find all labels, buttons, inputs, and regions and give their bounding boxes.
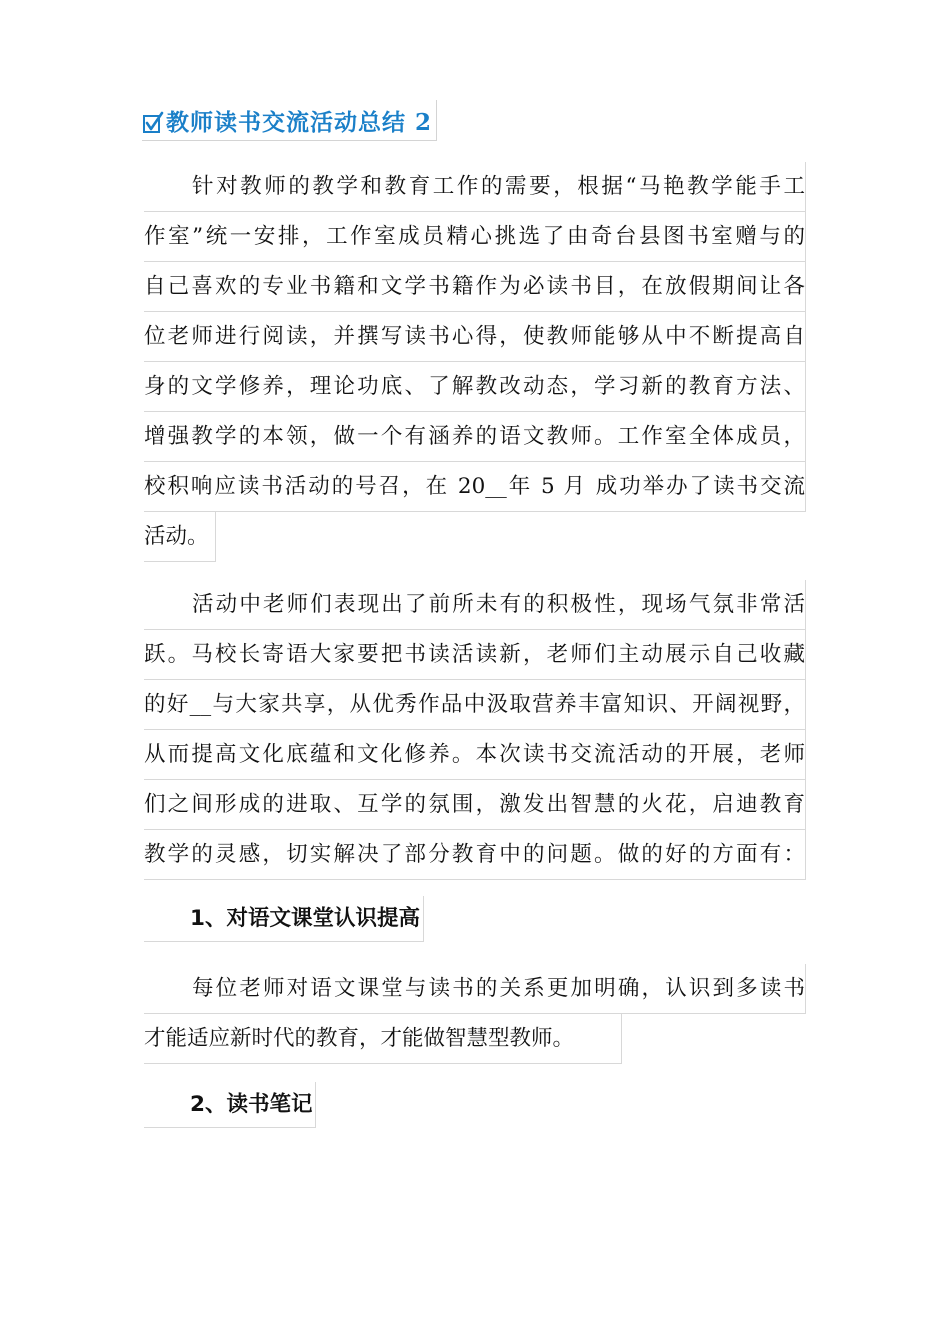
paragraph-line: 校积响应读书活动的号召，在 20__年 5 月 成功举办了读书交流 bbox=[144, 462, 806, 512]
paragraph-intro bbox=[144, 162, 806, 562]
paragraph-line: 才能适应新时代的教育，才能做智慧型教师。 bbox=[144, 1014, 622, 1064]
paragraph-classroom bbox=[144, 964, 806, 1064]
paragraph-line: 位老师进行阅读，并撰写读书心得，使教师能够从中不断提高自 bbox=[144, 312, 806, 362]
paragraph-line: 们之间形成的进取、互学的氛围，激发出智慧的火花，启迪教育 bbox=[144, 780, 806, 830]
paragraph-line: 活动中老师们表现出了前所未有的积极性，现场气氛非常活 bbox=[144, 580, 806, 630]
paragraph-line: 针对教师的教学和教育工作的需要，根据“马艳教学能手工 bbox=[144, 162, 806, 212]
paragraph-line: 的好__与大家共享，从优秀作品中汲取营养丰富知识、开阔视野， bbox=[144, 680, 806, 730]
paragraph-line: 教学的灵感，切实解决了部分教育中的问题。做的好的方面有： bbox=[144, 830, 806, 880]
paragraph-activity bbox=[144, 580, 806, 880]
paragraph-line: 自己喜欢的专业书籍和文学书籍作为必读书目，在放假期间让各 bbox=[144, 262, 806, 312]
paragraph-line: 从而提高文化底蕴和文化修养。本次读书交流活动的开展，老师 bbox=[144, 730, 806, 780]
paragraph-line: 每位老师对语文课堂与读书的关系更加明确，认识到多读书 bbox=[144, 964, 806, 1014]
paragraph-line: 跃。马校长寄语大家要把书读活读新，老师们主动展示自己收藏 bbox=[144, 630, 806, 680]
subheading-classroom: 1、对语文课堂认识提高 bbox=[144, 896, 424, 942]
section-heading bbox=[142, 100, 437, 141]
paragraph-line: 作室”统一安排，工作室成员精心挑选了由奇台县图书室赠与的 bbox=[144, 212, 806, 262]
heading-title: 教师读书交流活动总结 2 bbox=[166, 108, 433, 136]
subheading-notes: 2、读书笔记 bbox=[144, 1082, 316, 1128]
paragraph-line: 活动。 bbox=[144, 512, 216, 562]
paragraph-line: 身的文学修养，理论功底、了解教改动态，学习新的教育方法、 bbox=[144, 362, 806, 412]
paragraph-line: 增强教学的本领，做一个有涵养的语文教师。工作室全体成员， bbox=[144, 412, 806, 462]
checkbox-checked-icon bbox=[142, 111, 164, 135]
